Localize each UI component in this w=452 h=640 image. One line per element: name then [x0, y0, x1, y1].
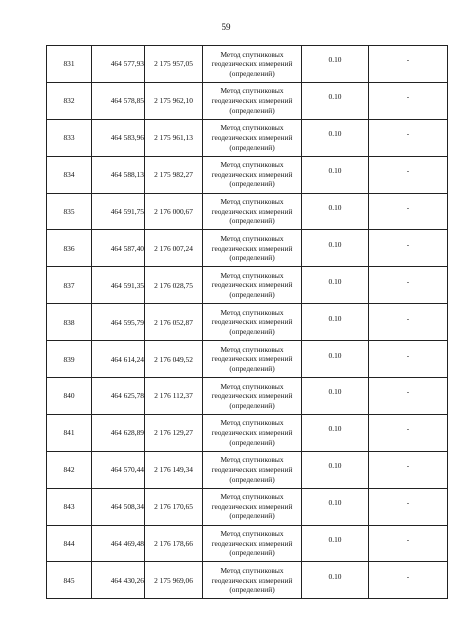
accuracy-cell: [302, 82, 369, 119]
accuracy-cell: [302, 119, 369, 156]
coordinates-table-body: [47, 46, 448, 599]
method-cell: [203, 193, 302, 230]
description-cell: [369, 525, 448, 562]
description-value: -: [406, 313, 410, 323]
accuracy-cell: [302, 267, 369, 304]
method-text-line: Метод спутниковых: [220, 344, 284, 354]
table-row: [47, 193, 448, 230]
method-cell: [203, 230, 302, 267]
description-cell: [369, 230, 448, 267]
description-cell: [369, 267, 448, 304]
point-number-cell: 834: [47, 156, 92, 193]
table-row: [47, 230, 448, 267]
method-cell: [203, 414, 302, 451]
description-value: -: [406, 92, 410, 102]
y-coordinate-cell: 2 176 049,52: [145, 341, 203, 378]
x-coordinate-cell: 464 583,96: [92, 119, 145, 156]
y-coordinate-cell: 2 176 149,34: [145, 451, 203, 488]
point-number-cell: 831: [47, 46, 92, 83]
description-cell: [369, 82, 448, 119]
x-coordinate-cell: 464 614,24: [92, 341, 145, 378]
table-row: [47, 525, 448, 562]
description-value: -: [406, 55, 410, 65]
method-text-line: Метод спутниковых: [220, 234, 284, 243]
y-coordinate-cell: 2 175 957,05: [145, 46, 203, 83]
y-coordinate-cell: 2 176 112,37: [145, 378, 203, 415]
method-text-line: (определений): [229, 68, 275, 78]
description-cell: [369, 378, 448, 415]
description-value: -: [406, 239, 410, 249]
y-coordinate-cell: 2 176 007,24: [145, 230, 203, 267]
method-text-line: Метод спутниковых: [220, 160, 284, 170]
method-text-line: геодезических измерений: [211, 132, 293, 142]
x-coordinate-cell: 464 570,44: [92, 451, 145, 488]
accuracy-cell: [302, 451, 369, 488]
accuracy-value: 0.10: [328, 166, 342, 176]
table-row: [47, 341, 448, 378]
accuracy-cell: [302, 488, 369, 525]
point-number-cell: 843: [47, 488, 92, 525]
point-number-cell: 840: [47, 378, 92, 415]
accuracy-value: 0.10: [328, 535, 342, 545]
method-text-line: геодезических измерений: [211, 391, 293, 401]
point-number-cell: 844: [47, 525, 92, 562]
point-number-cell: 836: [47, 230, 92, 267]
method-text-line: (определений): [229, 474, 275, 484]
accuracy-value: 0.10: [328, 313, 342, 323]
method-cell: [203, 562, 302, 599]
table-row: [47, 562, 448, 599]
table-row: [47, 156, 448, 193]
method-text-line: (определений): [229, 363, 275, 373]
x-coordinate-cell: 464 625,78: [92, 378, 145, 415]
x-coordinate-cell: 464 588,13: [92, 156, 145, 193]
method-cell: [203, 119, 302, 156]
description-cell: [369, 488, 448, 525]
method-text-line: геодезических измерений: [211, 538, 293, 548]
method-text-line: геодезических измерений: [211, 354, 293, 364]
method-text-line: (определений): [229, 179, 275, 189]
y-coordinate-cell: 2 176 000,67: [145, 193, 203, 230]
table-row: [47, 46, 448, 83]
description-cell: [369, 193, 448, 230]
accuracy-value: 0.10: [328, 350, 342, 360]
accuracy-cell: [302, 156, 369, 193]
description-value: -: [406, 571, 410, 581]
accuracy-value: 0.10: [328, 129, 342, 139]
description-value: -: [406, 535, 410, 545]
accuracy-cell: [302, 414, 369, 451]
method-text-line: (определений): [229, 585, 275, 595]
accuracy-cell: [302, 378, 369, 415]
description-cell: [369, 46, 448, 83]
accuracy-cell: [302, 304, 369, 341]
method-cell: [203, 267, 302, 304]
table-row: [47, 378, 448, 415]
accuracy-value: 0.10: [328, 461, 342, 471]
method-text-line: геодезических измерений: [211, 280, 293, 290]
description-cell: [369, 451, 448, 488]
method-text-line: геодезических измерений: [211, 169, 293, 179]
y-coordinate-cell: 2 175 982,27: [145, 156, 203, 193]
method-text-line: геодезических измерений: [211, 59, 293, 69]
method-cell: [203, 341, 302, 378]
y-coordinate-cell: 2 176 170,65: [145, 488, 203, 525]
accuracy-cell: [302, 230, 369, 267]
method-text-line: (определений): [229, 142, 275, 152]
description-value: -: [406, 276, 410, 286]
method-text-line: геодезических измерений: [211, 501, 293, 511]
method-text-line: геодезических измерений: [211, 317, 293, 327]
accuracy-value: 0.10: [328, 55, 342, 65]
accuracy-value: 0.10: [328, 387, 342, 397]
accuracy-cell: [302, 341, 369, 378]
x-coordinate-cell: 464 591,75: [92, 193, 145, 230]
description-cell: [369, 562, 448, 599]
description-value: -: [406, 498, 410, 508]
description-value: -: [406, 203, 410, 212]
method-cell: [203, 451, 302, 488]
table-row: [47, 488, 448, 525]
x-coordinate-cell: 464 508,34: [92, 488, 145, 525]
description-value: -: [406, 166, 410, 176]
accuracy-cell: [302, 562, 369, 599]
description-cell: [369, 414, 448, 451]
accuracy-value: 0.10: [328, 276, 342, 286]
point-number-cell: 833: [47, 119, 92, 156]
method-text-line: Метод спутниковых: [220, 197, 284, 207]
point-number-cell: 835: [47, 193, 92, 230]
description-cell: [369, 119, 448, 156]
x-coordinate-cell: 464 595,79: [92, 304, 145, 341]
method-text-line: (определений): [229, 511, 275, 521]
method-text-line: (определений): [229, 548, 275, 558]
accuracy-value: 0.10: [328, 203, 342, 212]
table-row: [47, 451, 448, 488]
y-coordinate-cell: 2 175 961,13: [145, 119, 203, 156]
point-number-cell: 832: [47, 82, 92, 119]
method-text-line: (определений): [229, 105, 275, 115]
method-text-line: (определений): [229, 400, 275, 410]
method-cell: [203, 46, 302, 83]
accuracy-cell: [302, 193, 369, 230]
method-text-line: Метод спутниковых: [220, 529, 284, 539]
table-row: [47, 267, 448, 304]
description-value: -: [406, 350, 410, 360]
method-text-line: Метод спутниковых: [220, 123, 284, 133]
x-coordinate-cell: 464 587,40: [92, 230, 145, 267]
point-number-cell: 845: [47, 562, 92, 599]
method-text-line: геодезических измерений: [211, 464, 293, 474]
method-text-line: (определений): [229, 216, 275, 226]
method-text-line: Метод спутниковых: [220, 566, 284, 576]
x-coordinate-cell: 464 469,48: [92, 525, 145, 562]
accuracy-cell: [302, 525, 369, 562]
description-cell: [369, 341, 448, 378]
accuracy-cell: [302, 46, 369, 83]
point-number-cell: 837: [47, 267, 92, 304]
coordinates-table: [46, 45, 448, 599]
y-coordinate-cell: 2 176 178,66: [145, 525, 203, 562]
method-text-line: геодезических измерений: [211, 428, 293, 438]
accuracy-value: 0.10: [328, 498, 342, 508]
method-text-line: Метод спутниковых: [220, 492, 284, 502]
method-text-line: (определений): [229, 253, 275, 263]
method-text-line: Метод спутниковых: [220, 86, 284, 96]
method-cell: [203, 488, 302, 525]
accuracy-value: 0.10: [328, 92, 342, 102]
table-row: [47, 119, 448, 156]
point-number-cell: 839: [47, 341, 92, 378]
page-number: 59: [221, 22, 231, 32]
x-coordinate-cell: 464 430,26: [92, 562, 145, 599]
description-value: -: [406, 424, 410, 434]
description-cell: [369, 304, 448, 341]
x-coordinate-cell: 464 578,85: [92, 82, 145, 119]
method-text-line: (определений): [229, 437, 275, 447]
method-text-line: (определений): [229, 326, 275, 336]
method-cell: [203, 156, 302, 193]
y-coordinate-cell: 2 176 052,87: [145, 304, 203, 341]
method-text-line: Метод спутниковых: [220, 455, 284, 465]
method-text-line: (определений): [229, 290, 275, 300]
method-text-line: Метод спутниковых: [220, 307, 284, 317]
method-text-line: геодезических измерений: [211, 96, 293, 106]
method-cell: [203, 304, 302, 341]
description-value: -: [406, 129, 410, 139]
method-cell: [203, 525, 302, 562]
x-coordinate-cell: 464 628,89: [92, 414, 145, 451]
point-number-cell: 842: [47, 451, 92, 488]
table-row: [47, 414, 448, 451]
method-text-line: геодезических измерений: [211, 575, 293, 585]
point-number-cell: 841: [47, 414, 92, 451]
method-text-line: Метод спутниковых: [220, 418, 284, 428]
y-coordinate-cell: 2 176 028,75: [145, 267, 203, 304]
accuracy-value: 0.10: [328, 424, 342, 434]
table-row: [47, 82, 448, 119]
method-cell: [203, 378, 302, 415]
method-text-line: геодезических измерений: [211, 243, 293, 253]
method-text-line: Метод спутниковых: [220, 270, 284, 280]
method-text-line: Метод спутниковых: [220, 49, 284, 59]
y-coordinate-cell: 2 175 969,06: [145, 562, 203, 599]
method-text-line: геодезических измерений: [211, 206, 293, 216]
method-cell: [203, 82, 302, 119]
accuracy-value: 0.10: [328, 571, 342, 581]
y-coordinate-cell: 2 176 129,27: [145, 414, 203, 451]
point-number-cell: 838: [47, 304, 92, 341]
description-cell: [369, 156, 448, 193]
table-row: [47, 304, 448, 341]
description-value: -: [406, 387, 410, 397]
method-text-line: Метод спутниковых: [220, 381, 284, 391]
x-coordinate-cell: 464 591,35: [92, 267, 145, 304]
x-coordinate-cell: 464 577,93: [92, 46, 145, 83]
description-value: -: [406, 461, 410, 471]
y-coordinate-cell: 2 175 962,10: [145, 82, 203, 119]
accuracy-value: 0.10: [328, 239, 342, 249]
